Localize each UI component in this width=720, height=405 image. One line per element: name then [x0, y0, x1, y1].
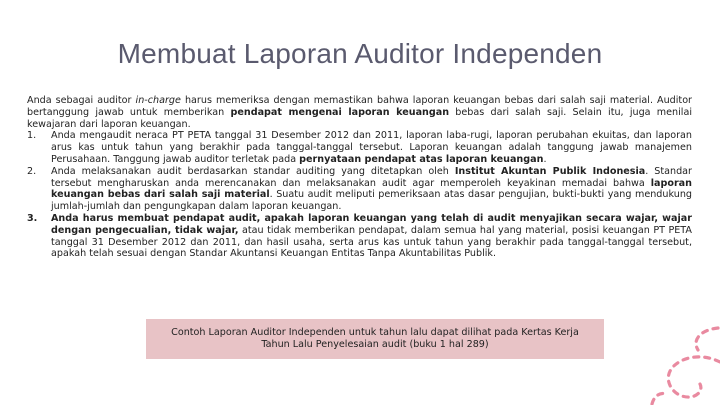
- item2-text-e: . Suatu audit meliputi pemeriksaan atas dasar pengujian, bukti-bukti yang mendukung jumlah-jumlah dan pengungkapan dalam laporan keuangan.: [51, 189, 692, 213]
- slide-body: [27, 95, 692, 260]
- list-item-1: [27, 130, 692, 165]
- item1-bold: pernyataan pendapat atas laporan keuangan: [299, 153, 544, 165]
- list-number-1: 1.: [27, 130, 37, 142]
- callout-box: [146, 319, 604, 359]
- list-text-3: [51, 213, 692, 260]
- decorative-dashed-swirl: [620, 300, 720, 405]
- list-number-3: 3.: [27, 212, 38, 224]
- list-item-3: [27, 213, 692, 260]
- intro-text-1: Anda sebagai auditor: [27, 95, 136, 106]
- item3-bold: Anda harus membuat pendapat audit, apakah laporan keuangan yang telah di audit menyajikan secara wajar, wajar dengan pengecualian, tidak wajar,: [51, 212, 692, 236]
- item2-text-c: . Standar tersebut mengharuskan anda merencanakan dan melaksanakan audit agar memperoleh keyakinan memadai bahwa: [51, 165, 692, 189]
- intro-italic-in-charge: in-charge: [135, 95, 181, 106]
- list-text-2: [51, 166, 692, 213]
- item2-bold-iapi: Institut Akuntan Publik Indonesia: [454, 165, 646, 177]
- list-text-1: [51, 130, 692, 165]
- item2-text-a: Anda melaksanakan audit berdasarkan standar auditing yang ditetapkan oleh: [51, 165, 455, 177]
- intro-bold-pendapat: pendapat mengenai laporan keuangan: [230, 106, 450, 118]
- item3-text-b: atau tidak memberikan pendapat, dalam semua hal yang material, posisi keuangan PT PETA tanggal 31 Desember 2012 dan 2011, dan hasil usaha, serta arus kas untuk tahun yang berakhir pada tanggal-tanggal tersebut, apakah telah sesuai dengan Standar Akuntansi Keuangan Entitas Tanpa Akuntabilitas Publik.: [51, 224, 692, 260]
- intro-text-2: harus memeriksa dengan memastikan bahwa laporan keuangan bebas dari salah saji material. Auditor bertanggung jawab untuk memberikan: [27, 95, 693, 118]
- slide-title: Membuat Laporan Auditor Independen: [117, 38, 603, 69]
- item1-text-a: Anda mengaudit neraca PT PETA tanggal 31 Desember 2012 dan 2011, laporan laba-rugi, laporan perubahan ekuitas, dan laporan arus kas untuk tahun yang berakhir pada tanggal-tanggal tersebut. Laporan keuangan adalah tanggung jawab manajemen Perusahaan. Tanggung jawab auditor terletak pada: [51, 130, 692, 165]
- list-number-2: 2.: [27, 165, 37, 177]
- intro-paragraph: [27, 95, 692, 130]
- intro-text-3: bebas dari salah saji. Selain itu, juga menilai kewajaran dari laporan keuangan.: [27, 106, 692, 130]
- list-item-2: [27, 166, 692, 213]
- item1-text-c: .: [543, 153, 547, 165]
- callout-text: Contoh Laporan Auditor Independen untuk tahun lalu dapat dilihat pada Kertas Kerja Tahun Lalu Penyelesaian audit (buku 1 hal 289): [171, 327, 579, 350]
- item2-bold-salah-saji: laporan keuangan bebas dari salah saji material: [51, 177, 692, 201]
